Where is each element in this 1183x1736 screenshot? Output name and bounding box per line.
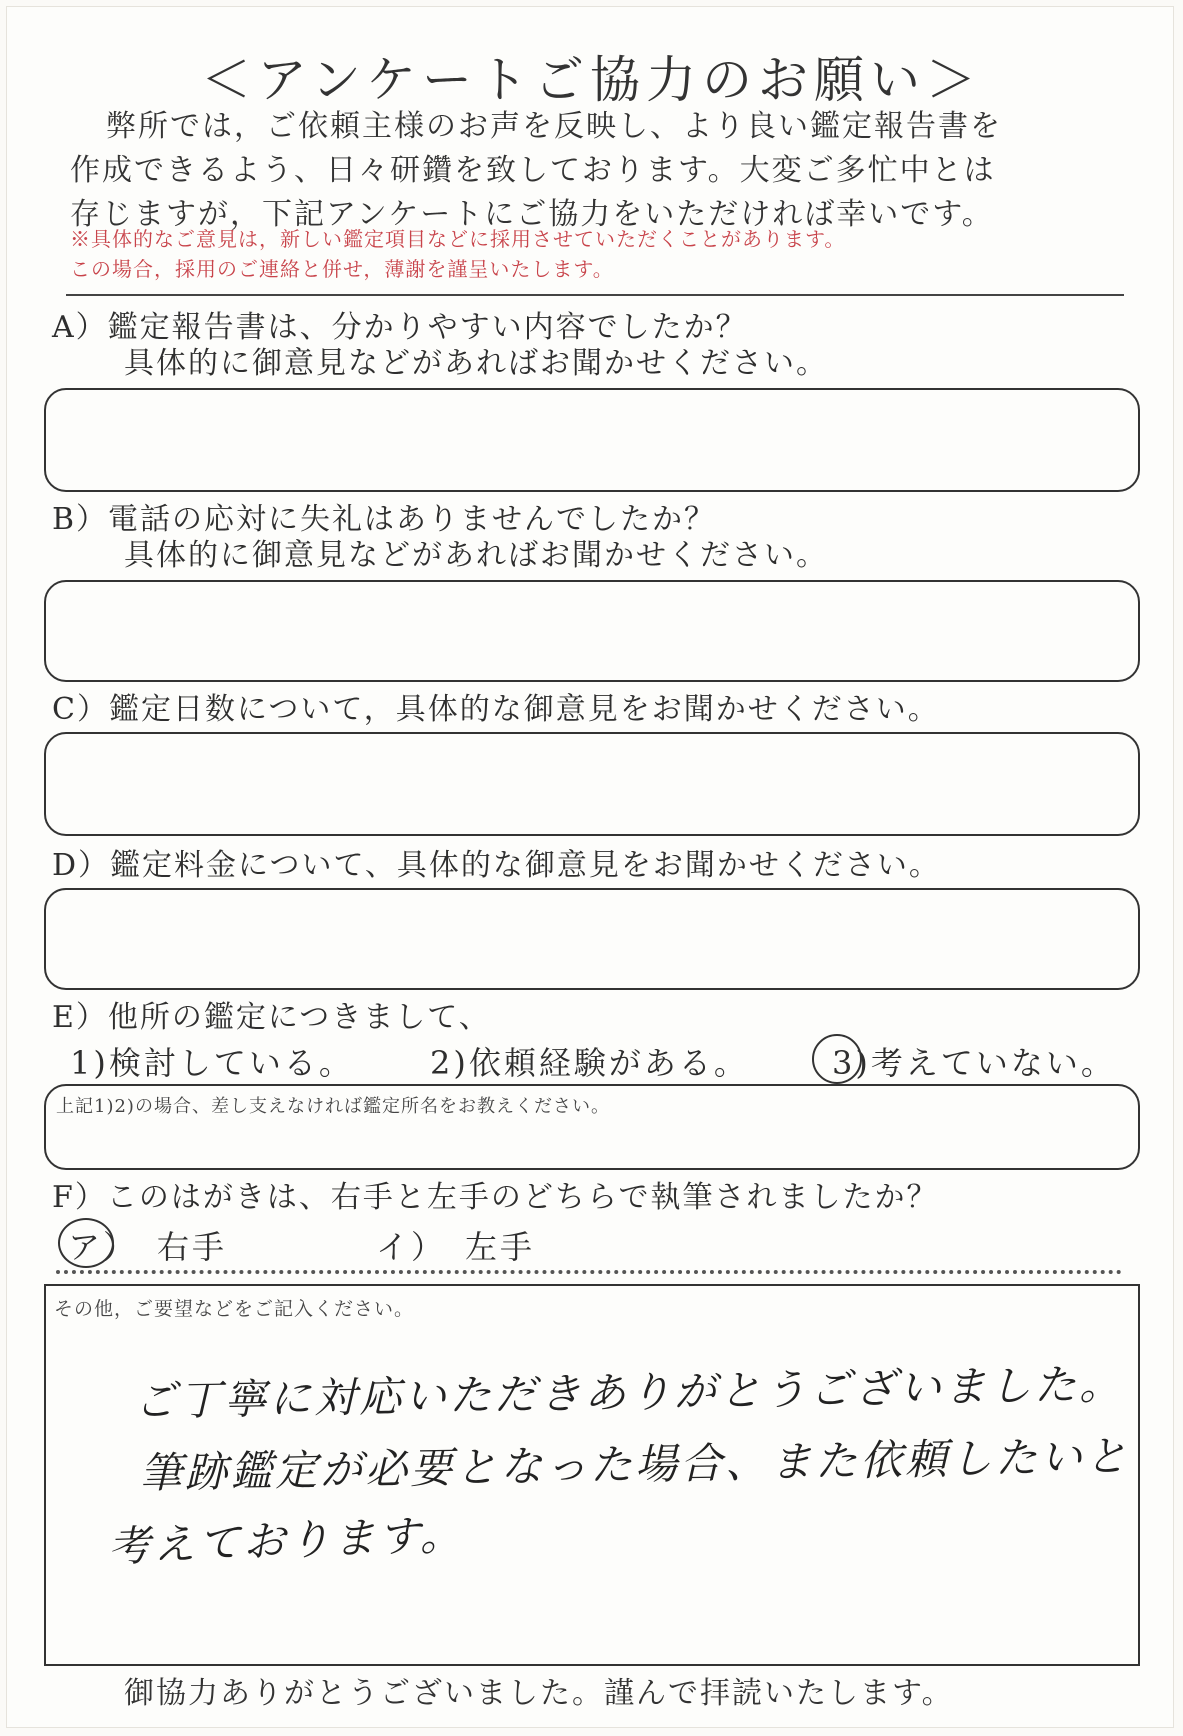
- question-a-line2: 具体的に御意見などがあればお聞かせください。: [124, 346, 828, 381]
- answer-box-a[interactable]: [44, 388, 1140, 492]
- survey-title: ＜アンケートご協力のお願い＞: [201, 51, 982, 109]
- question-b-line1: B）電話の応対に失礼はありませんでしたか？: [52, 502, 717, 537]
- selected-option-circle: [58, 1218, 114, 1268]
- answer-box-c[interactable]: [44, 732, 1140, 836]
- handwritten-line: 筆跡鑑定が必要となった場合、また依頼したいと: [139, 1431, 1131, 1498]
- intro-line: 存じますが，下記アンケートにご協力をいただければ幸いです。: [70, 197, 994, 232]
- option-f2[interactable]: イ） 左手: [376, 1228, 536, 1266]
- question-c: [52, 692, 940, 728]
- option-e2[interactable]: 2)依頼経験がある。: [430, 1044, 749, 1082]
- question-b: [52, 502, 828, 574]
- question-d-line1: D）鑑定料金について、具体的な御意見をお聞かせください。: [52, 848, 941, 883]
- intro-line: 弊所では，ご依頼主様のお声を反映し、より良い鑑定報告書を: [106, 109, 1002, 144]
- reward-note: [70, 224, 1130, 284]
- intro-line: 作成できるよう、日々研鑽を致しております。大変ご多忙中とは: [70, 153, 996, 188]
- question-f-line1: F）このはがきは、右手と左手のどちらで執筆されましたか？: [52, 1180, 939, 1215]
- answer-box-b[interactable]: [44, 580, 1140, 682]
- note-line: ※具体的なご意見は，新しい鑑定項目などに採用させていただくことがあります。: [70, 227, 846, 251]
- selected-option-circle: [812, 1034, 862, 1084]
- footer-thanks: 御協力ありがとうございました。謹んで拝読いたします。: [124, 1676, 954, 1711]
- answer-box-d[interactable]: [44, 888, 1140, 990]
- note-line: この場合，採用のご連絡と併せ，薄謝を謹呈いたします。: [70, 257, 614, 281]
- handwritten-line: ご丁寧に対応いただきありがとうございました。: [133, 1359, 1125, 1426]
- question-b-line2: 具体的に御意見などがあればお聞かせください。: [124, 538, 828, 573]
- dotted-divider: [56, 1270, 1122, 1274]
- comment-box-hint: その他，ご要望などをご記入ください。: [54, 1298, 415, 1320]
- option-e1[interactable]: 1)検討している。: [70, 1044, 354, 1082]
- option-f1[interactable]: ア） 右手: [68, 1228, 228, 1266]
- question-c-line1: C）鑑定日数について，具体的な御意見をお聞かせください。: [52, 692, 940, 727]
- answer-box-e[interactable]: [44, 1084, 1140, 1170]
- question-a-line1: A）鑑定報告書は、分かりやすい内容でしたか？: [52, 310, 748, 345]
- option-e3[interactable]: 3)考えていない。: [832, 1044, 1116, 1082]
- question-d: [52, 848, 941, 884]
- question-e: [52, 1000, 491, 1036]
- divider: [66, 294, 1124, 296]
- intro-text: [70, 105, 1130, 237]
- question-a: [52, 310, 828, 382]
- handwritten-line: 考えております。: [107, 1509, 466, 1572]
- answer-box-e-hint: 上記1)2)の場合、差し支えなければ鑑定所名をお教えください。: [56, 1096, 610, 1117]
- question-e-line1: E）他所の鑑定につきまして、: [52, 1000, 491, 1035]
- question-f: [52, 1180, 939, 1216]
